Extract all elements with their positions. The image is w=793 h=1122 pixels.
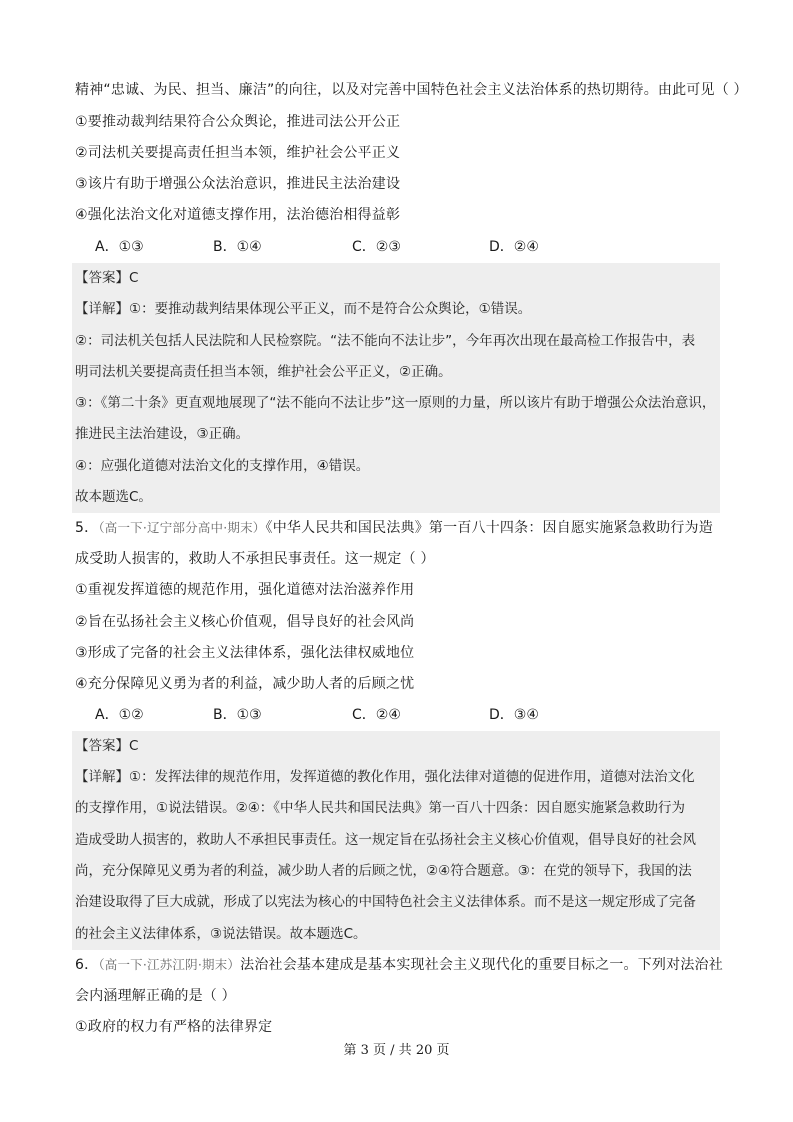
q4-explain-5: 推进民主法治建设，③正确。 <box>75 426 250 442</box>
q5-explain-3: 造成受助人损害的，救助人不承担民事责任。这一规定旨在弘扬社会主义核心价值观，倡导良好的社会风 <box>75 832 696 848</box>
q6-source: （高一下·江苏江阴·期末） <box>98 957 241 972</box>
q4-item-1: ①要推动裁判结果符合公众舆论，推进司法公开公正 <box>75 114 401 130</box>
q6-number: 6． <box>75 957 99 973</box>
q5-item-4: ④充分保障见义勇为者的利益，减少助人者的后顾之忧 <box>75 676 415 692</box>
q5-stem-1: 《中华人民共和国民法典》第一百八十四条：因自愿实施紧急救助行为造 <box>265 520 713 536</box>
q5-explain-5: 治建设取得了巨大成就，形成了以宪法为核心的中国特色社会主义法律体系。而不是这一规定形成了完备 <box>75 894 696 910</box>
q4-item-4: ④强化法治文化对道德支撑作用，法治德治相得益彰 <box>75 207 401 223</box>
q6-item-1: ①政府的权力有严格的法律界定 <box>75 1019 273 1035</box>
q5-explain-2: 的支撑作用，①说法错误。②④：《中华人民共和国民法典》第一百八十四条：因自愿实施紧急救助行为 <box>75 800 686 816</box>
q4-explain-7: 故本题选C。 <box>75 489 152 505</box>
q4-explain-2: ②：司法机关包括人民法院和人民检察院。“法不能向不法让步”，今年再次出现在最高检工作报告中，表 <box>75 333 696 349</box>
q5-explain-4: 尚，充分保障见义勇为者的利益，减少助人者的后顾之忧，②④符合题意。③：在党的领导下，我国的法 <box>75 863 692 879</box>
q5-explain-1: 【详解】①：发挥法律的规范作用，发挥道德的教化作用，强化法律对道德的促进作用，道德对法治文化 <box>75 769 695 785</box>
q5-item-1: ①重视发挥道德的规范作用，强化道德对法治滋养作用 <box>75 582 415 598</box>
page-footer: 第 3 页 / 共 20 页 <box>343 1043 450 1058</box>
q4-explain-4: ③：《第二十条》更直观地展现了“法不能向不法让步”这一原则的力量，所以该片有助于增强公众法治意识， <box>75 395 716 411</box>
q5-option-a: A．①② <box>95 707 144 723</box>
q4-answer: 【答案】C <box>75 270 139 286</box>
q5-number: 5． <box>75 520 99 536</box>
q6-stem-1: 法治社会基本建成是基本实现社会主义现代化的重要目标之一。下列对法治社 <box>240 957 723 973</box>
q4-option-d: D．②④ <box>489 239 539 255</box>
q4-stem: 精神“忠诚、为民、担当、廉洁”的向往，以及对完善中国特色社会主义法治体系的热切期待。由此可见（ ） <box>75 82 748 98</box>
q5-answer: 【答案】C <box>75 738 139 754</box>
q5-option-b: B．①③ <box>213 707 262 723</box>
q5-stem-2: 成受助人损害的，救助人不承担民事责任。这一规定（ ） <box>75 551 435 567</box>
q4-explain-3: 明司法机关要提高责任担当本领，维护社会公平正义，②正确。 <box>75 364 452 380</box>
q4-option-b: B．①④ <box>213 239 262 255</box>
q5-stem-line-1 <box>75 518 713 538</box>
q6-stem-2: 会内涵理解正确的是（ ） <box>75 988 236 1004</box>
q5-explain-6: 的社会主义法律体系，③说法错误。故本题选C。 <box>75 926 367 942</box>
q5-item-3: ③形成了完备的社会主义法律体系，强化法律权威地位 <box>75 645 415 661</box>
q4-option-c: C．②③ <box>352 239 401 255</box>
q5-option-d: D．③④ <box>489 707 539 723</box>
q4-item-2: ②司法机关要提高责任担当本领，维护社会公平正义 <box>75 145 401 161</box>
q5-source: （高一下·辽宁部分高中·期末） <box>98 520 266 535</box>
q5-item-2: ②旨在弘扬社会主义核心价值观，倡导良好的社会风尚 <box>75 614 415 630</box>
q4-explain-1: 【详解】①：要推动裁判结果体现公平正义，而不是符合公众舆论，①错误。 <box>75 301 532 317</box>
q6-stem-line-1 <box>75 955 723 975</box>
q4-explain-6: ④：应强化道德对法治文化的支撑作用，④错误。 <box>75 458 370 474</box>
q4-option-a: A．①③ <box>95 239 144 255</box>
q4-item-3: ③该片有助于增强公众法治意识，推进民主法治建设 <box>75 176 401 192</box>
q5-option-c: C．②④ <box>352 707 401 723</box>
